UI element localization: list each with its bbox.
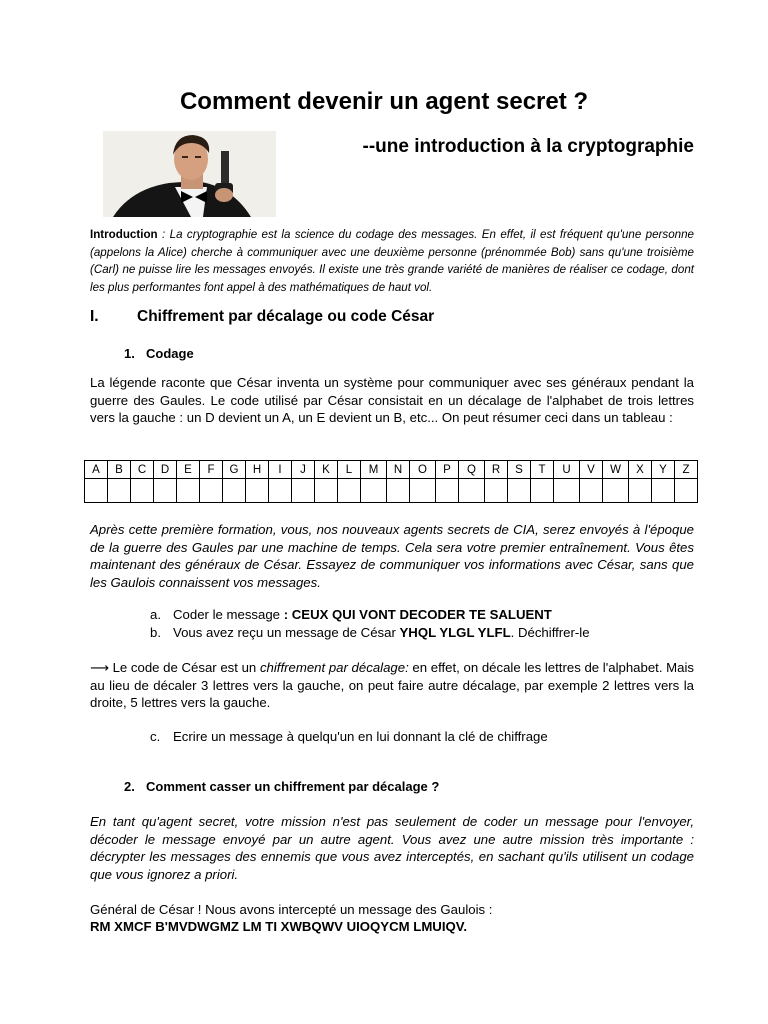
alphabet-blank-cell bbox=[200, 479, 223, 503]
alphabet-letter-x: X bbox=[629, 461, 652, 479]
intro-text: : La cryptographie est la science du codage des messages. En effet, il est fréquent qu'une personne (appelons la Alice) cherche à communiquer avec une deuxième personne (prénommée Bob) sans qu'une troisième (Carl) ne puisse lire les messages envoyés. Il existe une très grande variété de manières de réaliser ce codage, dont les plus performantes font appel à des mathématiques de haut vol. bbox=[90, 228, 694, 294]
alphabet-letter-e: E bbox=[177, 461, 200, 479]
arrow-glyph: ⟶ bbox=[90, 660, 109, 675]
intercepted-message: RM XMCF B'MVDWGMZ LM TI XWBQWV UIOQYCM LMUIQV. bbox=[90, 919, 467, 934]
alphabet-letter-k: K bbox=[315, 461, 338, 479]
caesar-legend-paragraph: La légende raconte que César inventa un système pour communiquer avec ses généraux pendant la guerre des Gaules. Le code utilisé par César consistait en un décalage de l'alphabet de trois lettres vers la gauche : un D devient un A, un E devient un B, etc... On peut résumer ceci dans un tableau : bbox=[90, 375, 694, 425]
alphabet-blank-cell bbox=[580, 479, 603, 503]
alphabet-blank-cell bbox=[177, 479, 200, 503]
alphabet-blank-cell bbox=[508, 479, 531, 503]
alphabet-letter-d: D bbox=[154, 461, 177, 479]
alphabet-blank-cell bbox=[459, 479, 485, 503]
alphabet-letter-c: C bbox=[131, 461, 154, 479]
alphabet-letter-n: N bbox=[387, 461, 410, 479]
alphabet-letter-w: W bbox=[603, 461, 629, 479]
exercise-a-text: Coder le message bbox=[173, 607, 284, 622]
subsection-1-title: Codage bbox=[146, 346, 194, 361]
alphabet-letter-p: P bbox=[436, 461, 459, 479]
intercept-line: Général de César ! Nous avons intercepté un message des Gaulois : bbox=[90, 902, 493, 917]
alphabet-blank-cell bbox=[652, 479, 675, 503]
exercise-a bbox=[150, 607, 552, 622]
alphabet-letter-l: L bbox=[338, 461, 361, 479]
shift-cipher-post: en effet, on décale les lettres de l'alphabet. Mais au lieu de décaler 3 lettres vers la gauche, on peut faire autre décalage, par exemple 2 lettres vers la droite, 5 lettres vers la gauche. bbox=[90, 660, 695, 710]
mission-paragraph: En tant qu'agent secret, votre mission n'est pas seulement de coder un message pour l'envoyer, décoder le message envoyé par un autre agent. Vous avez une autre mission très importante : décrypter les messages des ennemis que vous avez interceptés, en sachant qu'ils utilisent un codage que vous ignorez a priori. bbox=[90, 814, 694, 882]
alphabet-letter-y: Y bbox=[652, 461, 675, 479]
exercise-c-marker: c. bbox=[150, 729, 161, 744]
agent-photo bbox=[103, 131, 276, 217]
alphabet-blank-cell bbox=[554, 479, 580, 503]
alphabet-blank-cell bbox=[108, 479, 131, 503]
alphabet-blank-cell bbox=[629, 479, 652, 503]
exercise-b-marker: b. bbox=[150, 625, 161, 640]
intro-paragraph bbox=[90, 226, 694, 296]
alphabet-letter-z: Z bbox=[675, 461, 698, 479]
alphabet-blank-cell bbox=[531, 479, 554, 503]
exercise-a-message: : CEUX QUI VONT DECODER TE SALUENT bbox=[283, 607, 552, 622]
alphabet-letter-g: G bbox=[223, 461, 246, 479]
alphabet-blank-cell bbox=[436, 479, 459, 503]
exercise-b-text: Vous avez reçu un message de César bbox=[173, 625, 400, 640]
alphabet-letter-s: S bbox=[508, 461, 531, 479]
alphabet-letter-q: Q bbox=[459, 461, 485, 479]
subsection-2-number: 2. bbox=[124, 779, 135, 794]
shift-cipher-term: chiffrement par décalage: bbox=[259, 660, 409, 675]
alphabet-letter-j: J bbox=[292, 461, 315, 479]
alphabet-blank-cell bbox=[269, 479, 292, 503]
exercise-a-marker: a. bbox=[150, 607, 161, 622]
alphabet-blank-row bbox=[85, 479, 698, 503]
page-title: Comment devenir un agent secret ? bbox=[179, 88, 589, 115]
alphabet-letter-m: M bbox=[361, 461, 387, 479]
alphabet-blank-cell bbox=[603, 479, 629, 503]
exercise-c bbox=[150, 729, 548, 744]
alphabet-letter-h: H bbox=[246, 461, 269, 479]
training-paragraph: Après cette première formation, vous, nos nouveaux agents secrets de CIA, serez envoyés à l'époque de la guerre des Gaules par une machine de temps. Cela sera votre premier entraînement. Vous êtes maintenant des généraux de César. Essayez de communiquer vos informations avec César, sans que les Gaulois connaissent vos messages. bbox=[90, 522, 694, 590]
subsection-1-number: 1. bbox=[124, 346, 135, 361]
alphabet-blank-cell bbox=[675, 479, 698, 503]
exercise-c-text: Ecrire un message à quelqu'un en lui donnant la clé de chiffrage bbox=[173, 729, 548, 744]
exercise-b-rest: . Déchiffrer-le bbox=[510, 625, 590, 640]
alphabet-blank-cell bbox=[485, 479, 508, 503]
alphabet-blank-cell bbox=[154, 479, 177, 503]
subsection-2-heading bbox=[124, 779, 439, 794]
alphabet-letter-r: R bbox=[485, 461, 508, 479]
alphabet-blank-cell bbox=[315, 479, 338, 503]
page-subtitle: --une introduction à la cryptographie bbox=[362, 136, 694, 157]
alphabet-letter-b: B bbox=[108, 461, 131, 479]
intro-label: Introduction bbox=[90, 228, 158, 241]
alphabet-blank-cell bbox=[338, 479, 361, 503]
section-1-heading bbox=[90, 308, 434, 326]
agent-with-pistol-icon bbox=[103, 131, 276, 217]
section-1-number: I. bbox=[90, 308, 99, 325]
alphabet-blank-cell bbox=[410, 479, 436, 503]
alphabet-letter-a: A bbox=[85, 461, 108, 479]
alphabet-blank-cell bbox=[246, 479, 269, 503]
exercise-b-message: YHQL YLGL YLFL bbox=[399, 625, 511, 640]
subsection-1-heading bbox=[124, 346, 194, 361]
exercise-b bbox=[150, 625, 590, 640]
alphabet-letter-i: I bbox=[269, 461, 292, 479]
section-1-title: Chiffrement par décalage ou code César bbox=[137, 308, 435, 325]
alphabet-blank-cell bbox=[85, 479, 108, 503]
subsection-2-title: Comment casser un chiffrement par décalage ? bbox=[146, 779, 440, 794]
alphabet-blank-cell bbox=[387, 479, 410, 503]
alphabet-letter-u: U bbox=[554, 461, 580, 479]
alphabet-letter-row bbox=[85, 461, 698, 479]
shift-cipher-pre: Le code de César est un bbox=[108, 660, 260, 675]
alphabet-blank-cell bbox=[223, 479, 246, 503]
alphabet-blank-cell bbox=[292, 479, 315, 503]
alphabet-blank-cell bbox=[361, 479, 387, 503]
alphabet-table bbox=[84, 460, 698, 503]
alphabet-letter-v: V bbox=[580, 461, 603, 479]
alphabet-letter-o: O bbox=[410, 461, 436, 479]
alphabet-blank-cell bbox=[131, 479, 154, 503]
alphabet-letter-t: T bbox=[531, 461, 554, 479]
shift-cipher-paragraph bbox=[90, 659, 694, 712]
alphabet-letter-f: F bbox=[200, 461, 223, 479]
